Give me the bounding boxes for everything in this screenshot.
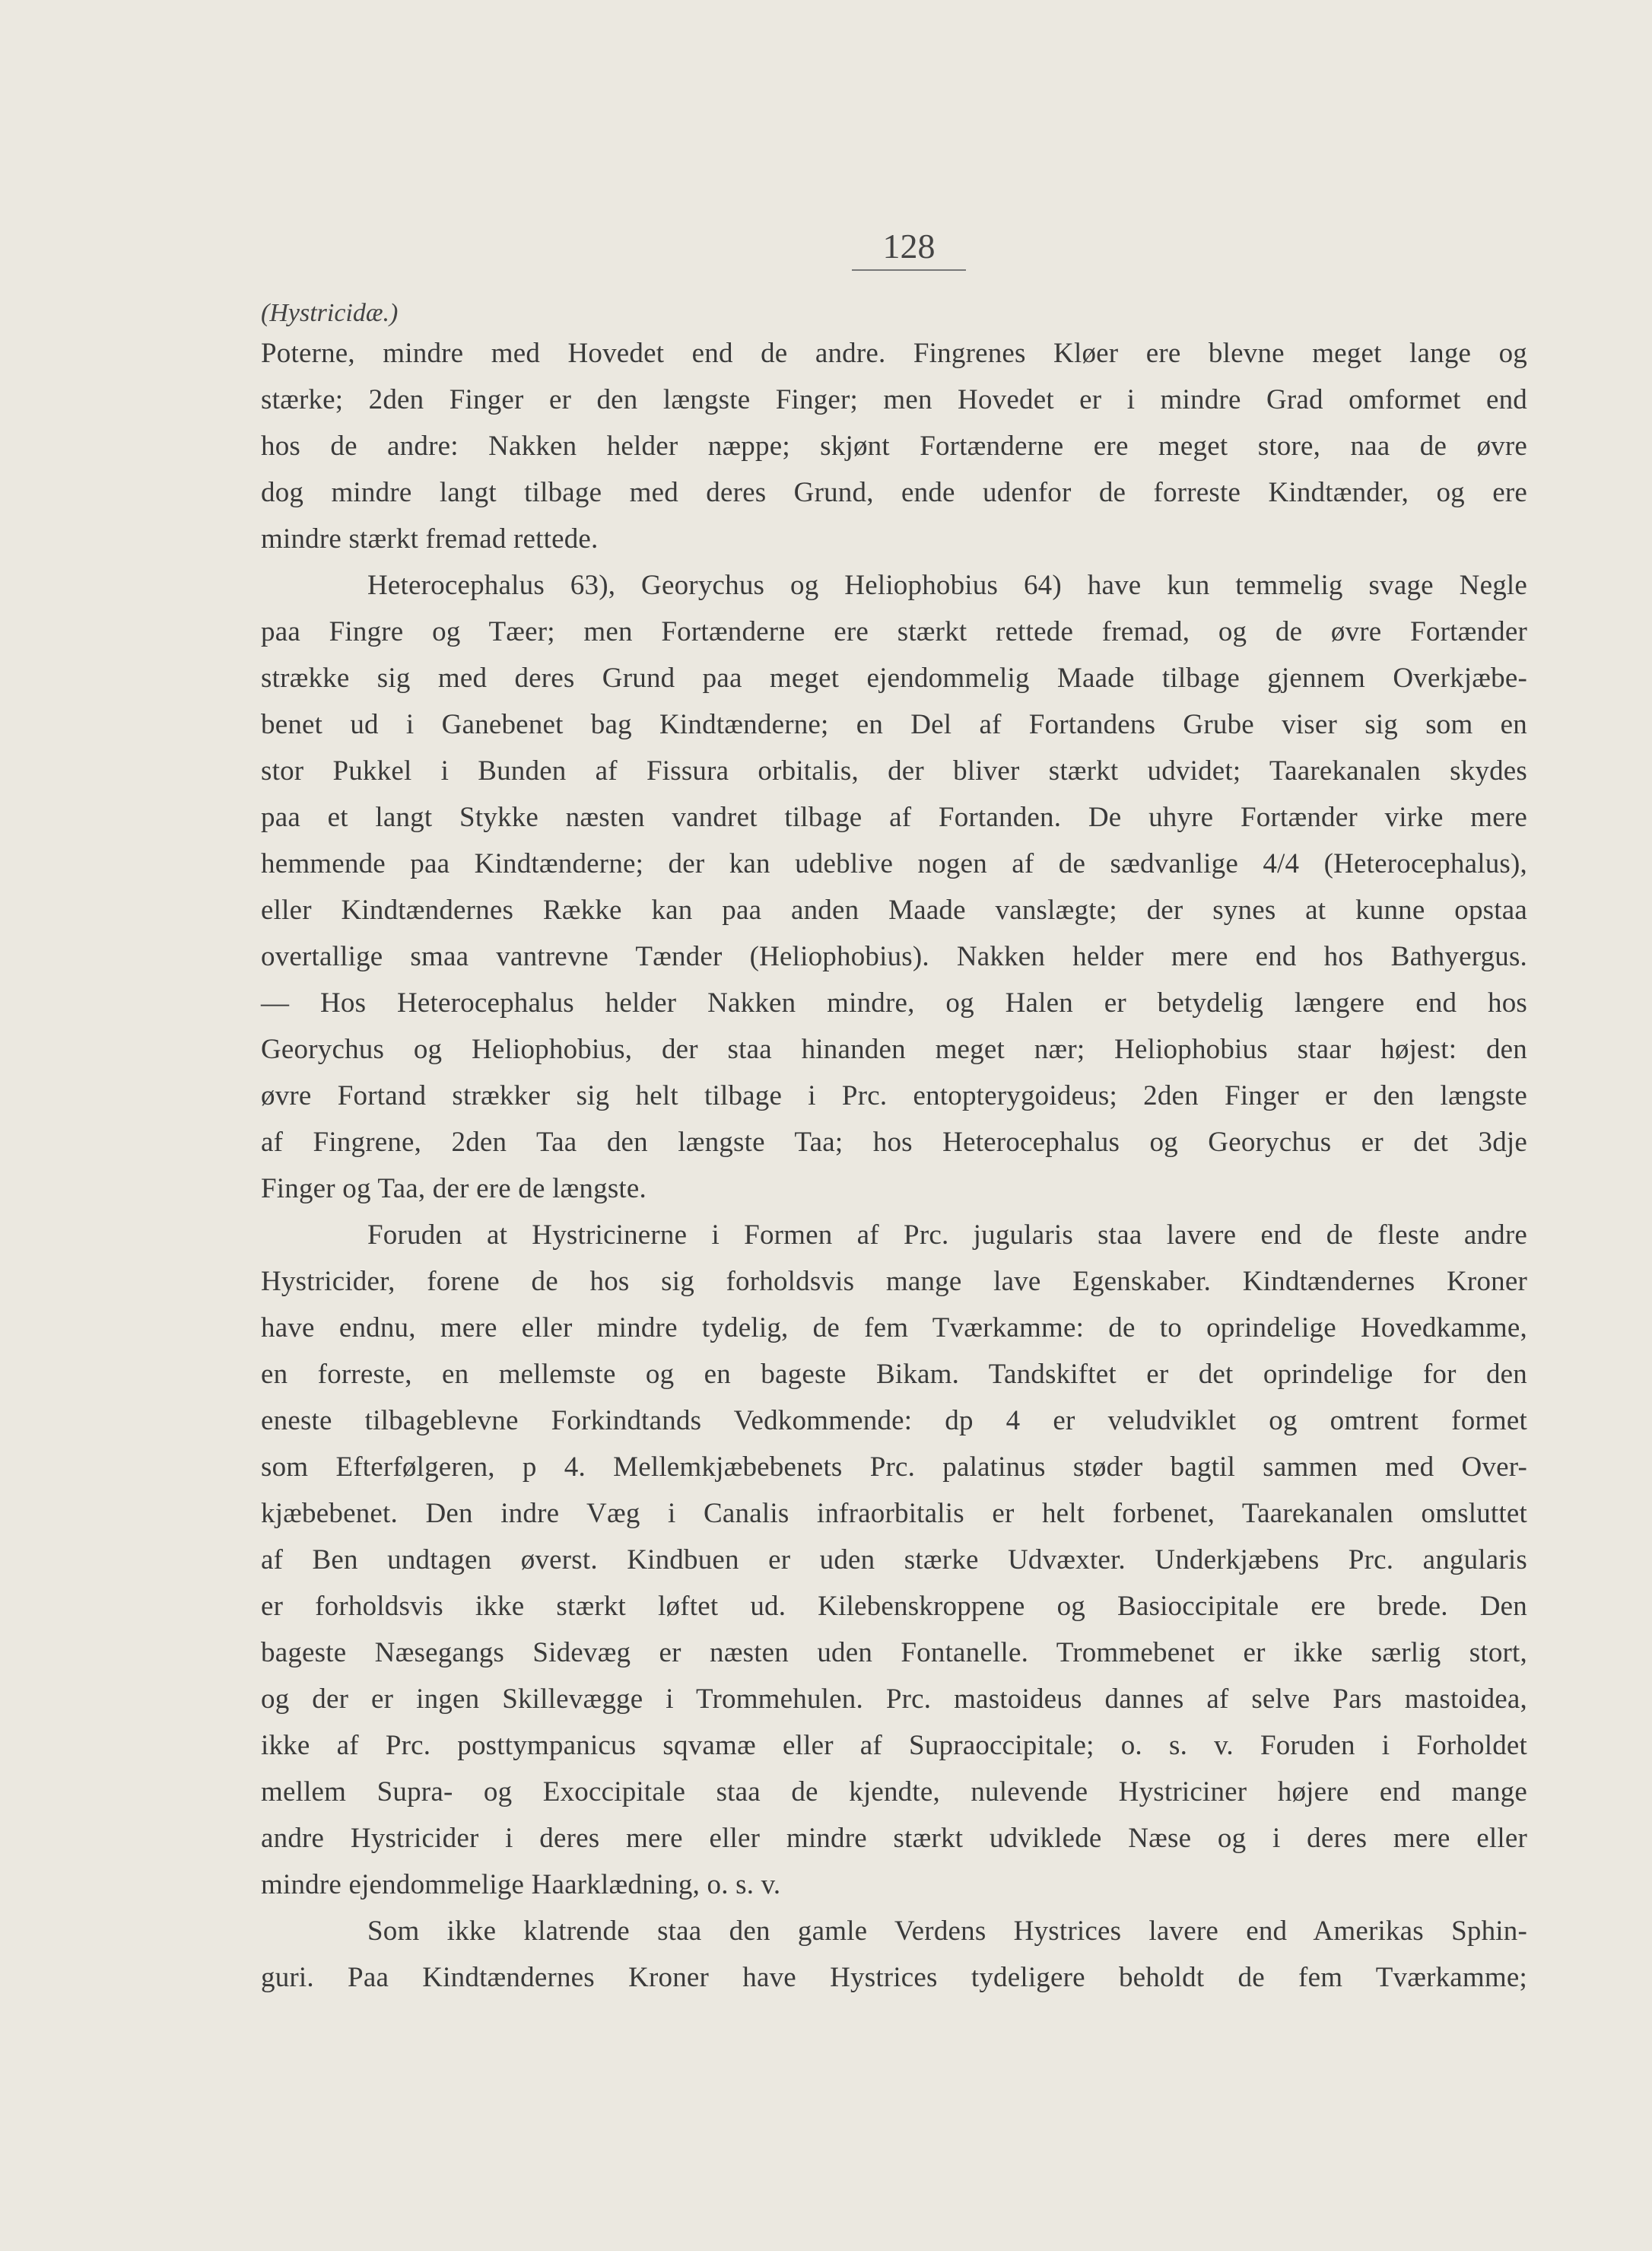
paragraph-first-line: Heterocephalus 63), Georychus og Heliophobius 64) have kun temmelig svage Negle [367, 570, 1527, 601]
text-line: som Efterfølgeren, p 4. Mellemkjæbebenets Prc. palatinus støder bagtil sammen med Over- [261, 1451, 1527, 1483]
text-line: Georychus og Heliophobius, der staa hinanden meget nær; Heliophobius staar højest: den [261, 1034, 1527, 1065]
text-line: øvre Fortand strækker sig helt tilbage i Prc. entopterygoideus; 2den Finger er den længste [261, 1080, 1527, 1111]
text-line: er forholdsvis ikke stærkt løftet ud. Kilebenskroppene og Basioccipitale ere brede. Den [261, 1591, 1527, 1622]
text-line: mindre ejendommelige Haarklædning, o. s. v. [261, 1869, 781, 1900]
body-text [261, 330, 1527, 2001]
text-line: stærke; 2den Finger er den længste Finger; men Hovedet er i mindre Grad omformet end [261, 384, 1527, 415]
paragraph-first-line: Foruden at Hystricinerne i Formen af Prc. jugularis staa lavere end de fleste andre [367, 1219, 1527, 1251]
page-number: 128 [852, 227, 966, 271]
text-line: mellem Supra- og Exoccipitale staa de kjendte, nulevende Hystriciner højere end mange [261, 1776, 1527, 1807]
text-line: bageste Næsegangs Sidevæg er næsten uden Fontanelle. Trommebenet er ikke særlig stort, [261, 1637, 1527, 1668]
text-line: af Ben undtagen øverst. Kindbuen er uden stærke Udvæxter. Underkjæbens Prc. angularis [261, 1544, 1527, 1575]
text-line: Poterne, mindre med Hovedet end de andre. Fingrenes Kløer ere blevne meget lange og [261, 338, 1527, 369]
text-line: — Hos Heterocephalus helder Nakken mindre, og Halen er betydelig længere end hos [261, 987, 1527, 1019]
text-line: hemmende paa Kindtænderne; der kan udeblive nogen af de sædvanlige 4/4 (Heterocephalus), [261, 848, 1527, 879]
text-line: paa Fingre og Tæer; men Fortænderne ere stærkt rettede fremad, og de øvre Fortænder [261, 616, 1527, 647]
text-line: mindre stærkt fremad rettede. [261, 523, 599, 555]
text-line: ikke af Prc. posttympanicus sqvamæ eller af Supraoccipitale; o. s. v. Foruden i Forholdet [261, 1730, 1527, 1761]
section-tag: (Hystricidæ.) [261, 299, 399, 327]
text-line: af Fingrene, 2den Taa den længste Taa; hos Heterocephalus og Georychus er det 3dje [261, 1127, 1527, 1158]
text-line: strække sig med deres Grund paa meget ejendommelig Maade tilbage gjennem Overkjæbe- [261, 663, 1527, 694]
text-line: dog mindre langt tilbage med deres Grund, ende udenfor de forreste Kindtænder, og ere [261, 477, 1527, 508]
text-line: og der er ingen Skillevægge i Trommehulen. Prc. mastoideus dannes af selve Pars mastoidea, [261, 1683, 1527, 1715]
text-line: hos de andre: Nakken helder næppe; skjønt Fortænderne ere meget store, naa de øvre [261, 431, 1527, 462]
text-line: paa et langt Stykke næsten vandret tilbage af Fortanden. De uhyre Fortænder virke mere [261, 802, 1527, 833]
text-line: have endnu, mere eller mindre tydelig, de fem Tværkamme: de to oprindelige Hovedkamme, [261, 1312, 1527, 1343]
text-line: Finger og Taa, der ere de længste. [261, 1173, 647, 1204]
text-line: overtallige smaa vantrevne Tænder (Heliophobius). Nakken helder mere end hos Bathyergus. [261, 941, 1527, 972]
text-line: benet ud i Ganebenet bag Kindtænderne; en Del af Fortandens Grube viser sig som en [261, 709, 1527, 740]
paragraph-first-line: Som ikke klatrende staa den gamle Verdens Hystrices lavere end Amerikas Sphin- [367, 1916, 1527, 1947]
text-line: stor Pukkel i Bunden af Fissura orbitalis, der bliver stærkt udvidet; Taarekanalen skydes [261, 755, 1527, 787]
text-line: andre Hystricider i deres mere eller mindre stærkt udviklede Næse og i deres mere eller [261, 1823, 1527, 1854]
text-line: eneste tilbageblevne Forkindtands Vedkommende: dp 4 er veludviklet og omtrent formet [261, 1405, 1527, 1436]
text-line: kjæbebenet. Den indre Væg i Canalis infraorbitalis er helt forbenet, Taarekanalen omsluttet [261, 1498, 1527, 1529]
text-line: eller Kindtændernes Række kan paa anden Maade vanslægte; der synes at kunne opstaa [261, 895, 1527, 926]
text-line: en forreste, en mellemste og en bageste Bikam. Tandskiftet er det oprindelige for den [261, 1359, 1527, 1390]
text-line: Hystricider, forene de hos sig forholdsvis mange lave Egenskaber. Kindtændernes Kroner [261, 1266, 1527, 1297]
text-line: guri. Paa Kindtændernes Kroner have Hystrices tydeligere beholdt de fem Tværkamme; [261, 1962, 1527, 1993]
